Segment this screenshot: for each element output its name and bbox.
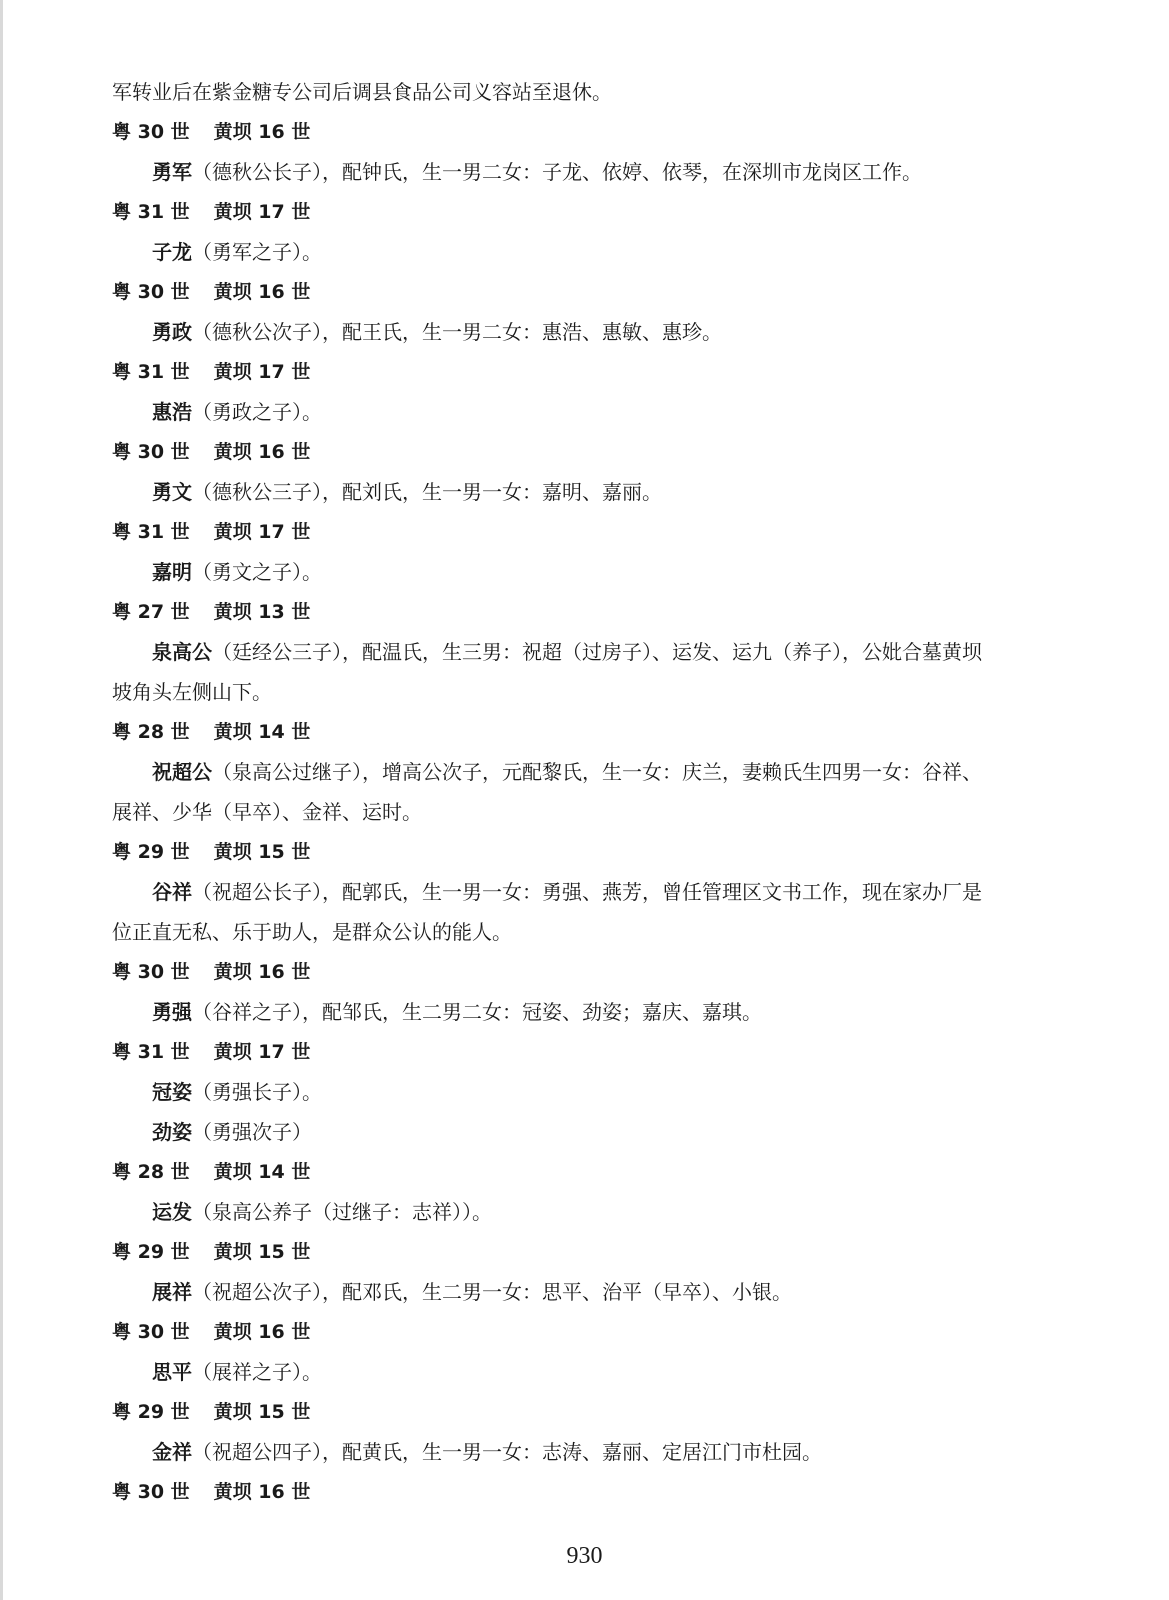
generation-heading: [112, 712, 1062, 752]
entry-text: （德秋公次子），配王氏，生一男二女：惠浩、惠敏、惠珍。: [192, 320, 722, 344]
person-name: 展祥: [152, 1280, 192, 1304]
entry-paragraph: [112, 1072, 1062, 1112]
generation-huangba: 黄坝 15 世: [213, 841, 311, 863]
entry-paragraph: [112, 1192, 1062, 1232]
generation-guangdong: 粤 31 世: [112, 361, 190, 383]
generation-heading: [112, 192, 1062, 232]
generation-huangba: 黄坝 17 世: [213, 521, 311, 543]
person-name: 谷祥: [152, 880, 192, 904]
generation-guangdong: 粤 30 世: [112, 1321, 190, 1343]
person-name: 金祥: [152, 1440, 192, 1464]
generation-guangdong: 粤 30 世: [112, 121, 190, 143]
entry-paragraph: [112, 992, 1062, 1032]
entry-continuation: 坡角头左侧山下。: [112, 680, 272, 704]
entry-text: （谷祥之子），配邹氏，生二男二女：冠姿、劲姿；嘉庆、嘉琪。: [192, 1000, 762, 1024]
person-name: 劲姿: [152, 1120, 192, 1144]
generation-heading: [112, 832, 1062, 872]
generation-heading: [112, 352, 1062, 392]
generation-huangba: 黄坝 16 世: [213, 1481, 311, 1503]
generation-heading: [112, 1152, 1062, 1192]
entry-text: （廷经公三子），配温氏，生三男：祝超（过房子）、运发、运九（养子），公妣合墓黄坝: [212, 640, 982, 664]
entry-paragraph: [112, 472, 1062, 512]
entry-paragraph: [112, 632, 1062, 672]
generation-huangba: 黄坝 17 世: [213, 361, 311, 383]
entry-paragraph: [112, 552, 1062, 592]
generation-heading: [112, 592, 1062, 632]
generation-heading: [112, 1392, 1062, 1432]
entry-paragraph: [112, 152, 1062, 192]
entry-paragraph: [112, 312, 1062, 352]
person-name: 思平: [152, 1360, 192, 1384]
entry-paragraph: [112, 1352, 1062, 1392]
person-name: 勇政: [152, 320, 192, 344]
generation-huangba: 黄坝 16 世: [213, 281, 311, 303]
entry-paragraph: [112, 72, 1062, 112]
generation-huangba: 黄坝 15 世: [213, 1241, 311, 1263]
generation-guangdong: 粤 27 世: [112, 601, 190, 623]
person-name: 勇强: [152, 1000, 192, 1024]
person-name: 冠姿: [152, 1080, 192, 1104]
generation-guangdong: 粤 28 世: [112, 721, 190, 743]
generation-guangdong: 粤 31 世: [112, 1041, 190, 1063]
generation-huangba: 黄坝 13 世: [213, 601, 311, 623]
person-name: 勇文: [152, 480, 192, 504]
entry-text: （展祥之子）。: [192, 1360, 322, 1384]
entry-text: （泉高公养子（过继子：志祥））。: [192, 1200, 492, 1224]
generation-heading: [112, 1312, 1062, 1352]
entry-text: （德秋公长子），配钟氏，生一男二女：子龙、依婷、依琴，在深圳市龙岗区工作。: [192, 160, 922, 184]
generation-guangdong: 粤 31 世: [112, 521, 190, 543]
generation-guangdong: 粤 30 世: [112, 1481, 190, 1503]
entry-text: （祝超公次子），配邓氏，生二男一女：思平、治平（早卒）、小银。: [192, 1280, 792, 1304]
entry-paragraph: [112, 1272, 1062, 1312]
generation-heading: [112, 432, 1062, 472]
entry-paragraph: [112, 1432, 1062, 1472]
person-name: 运发: [152, 1200, 192, 1224]
entry-text: 军转业后在紫金糖专公司后调县食品公司义容站至退休。: [112, 80, 612, 104]
entry-text: （祝超公长子），配郭氏，生一男一女：勇强、燕芳，曾任管理区文书工作，现在家办厂是: [192, 880, 982, 904]
scan-edge: [0, 0, 3, 1600]
entry-continuation: 展祥、少华（早卒）、金祥、运时。: [112, 800, 422, 824]
page-number: 930: [566, 1543, 603, 1569]
entry-paragraph: [112, 872, 1062, 912]
generation-heading: [112, 1232, 1062, 1272]
person-name: 泉高公: [152, 640, 212, 664]
person-name: 子龙: [152, 240, 192, 264]
generation-guangdong: 粤 29 世: [112, 841, 190, 863]
generation-guangdong: 粤 29 世: [112, 1401, 190, 1423]
generation-huangba: 黄坝 16 世: [213, 1321, 311, 1343]
entry-text: （勇政之子）。: [192, 400, 322, 424]
entry-text: （勇强长子）。: [192, 1080, 322, 1104]
entry-text: （勇强次子）: [192, 1120, 312, 1144]
entry-continuation: 位正直无私、乐于助人，是群众公认的能人。: [112, 920, 512, 944]
entry-text: （泉高公过继子），增高公次子，元配黎氏，生一女：庆兰，妻赖氏生四男一女：谷祥、: [212, 760, 982, 784]
generation-guangdong: 粤 30 世: [112, 961, 190, 983]
generation-heading: [112, 1032, 1062, 1072]
entry-text: （祝超公四子），配黄氏，生一男一女：志涛、嘉丽、定居江门市杜园。: [192, 1440, 822, 1464]
entry-paragraph: [112, 392, 1062, 432]
entry-paragraph: [112, 232, 1062, 272]
generation-guangdong: 粤 29 世: [112, 1241, 190, 1263]
generation-huangba: 黄坝 17 世: [213, 201, 311, 223]
generation-huangba: 黄坝 15 世: [213, 1401, 311, 1423]
generation-guangdong: 粤 30 世: [112, 281, 190, 303]
generation-heading: [112, 952, 1062, 992]
person-name: 嘉明: [152, 560, 192, 584]
entry-text: （勇军之子）。: [192, 240, 322, 264]
generation-huangba: 黄坝 16 世: [213, 121, 311, 143]
generation-huangba: 黄坝 17 世: [213, 1041, 311, 1063]
generation-huangba: 黄坝 16 世: [213, 961, 311, 983]
generation-guangdong: 粤 30 世: [112, 441, 190, 463]
entry-text: （德秋公三子），配刘氏，生一男一女：嘉明、嘉丽。: [192, 480, 662, 504]
generation-huangba: 黄坝 16 世: [213, 441, 311, 463]
person-name: 惠浩: [152, 400, 192, 424]
generation-huangba: 黄坝 14 世: [213, 1161, 311, 1183]
generation-guangdong: 粤 31 世: [112, 201, 190, 223]
generation-guangdong: 粤 28 世: [112, 1161, 190, 1183]
person-name: 祝超公: [152, 760, 212, 784]
generation-heading: [112, 1472, 1062, 1512]
entry-text: （勇文之子）。: [192, 560, 322, 584]
person-name: 勇军: [152, 160, 192, 184]
generation-huangba: 黄坝 14 世: [213, 721, 311, 743]
entry-paragraph: [112, 1112, 1062, 1152]
genealogy-text: [112, 72, 1062, 1512]
generation-heading: [112, 272, 1062, 312]
generation-heading: [112, 112, 1062, 152]
generation-heading: [112, 512, 1062, 552]
entry-paragraph: [112, 752, 1062, 792]
